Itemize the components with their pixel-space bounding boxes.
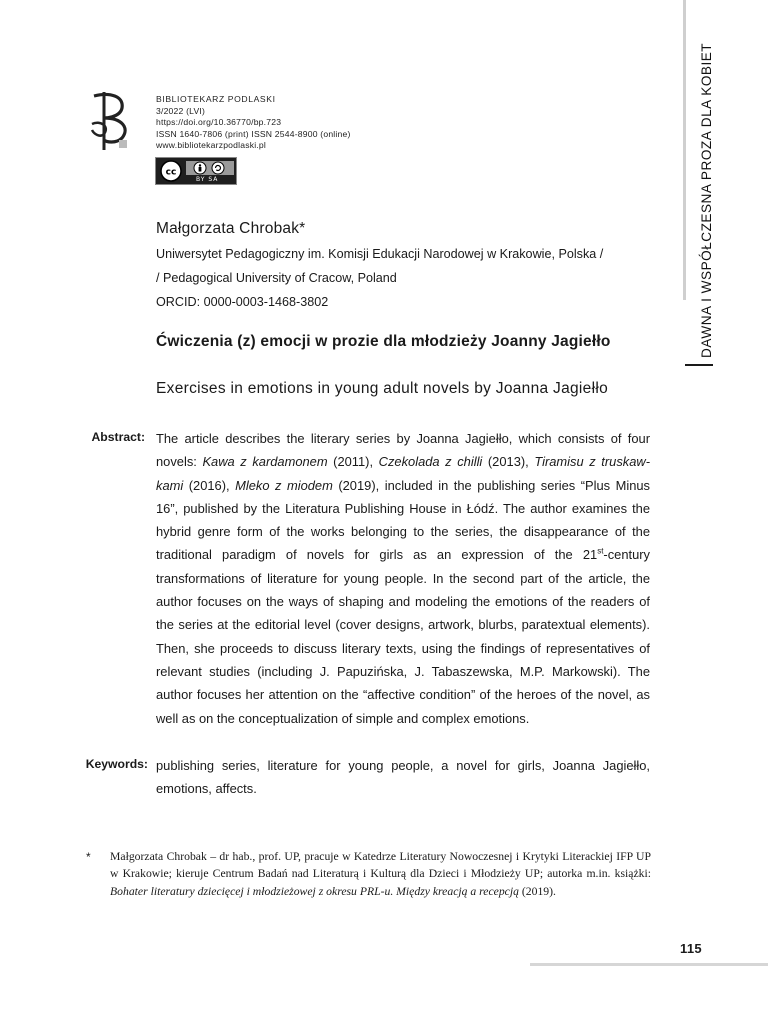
book-title: Kawa z kardamonem [202, 454, 328, 470]
abstract-label: Abstract: [91, 430, 145, 444]
journal-logo [88, 90, 134, 154]
keywords-text: publishing series, literature for young people, a novel for girls, Joanna Jagiełło, emotions, affects. [156, 758, 650, 797]
page-number: 115 [680, 941, 702, 956]
orcid[interactable]: ORCID: 0000-0003-1468-3802 [156, 295, 329, 309]
affiliation-pl: Uniwersytet Pedagogiczny im. Komisji Edukacji Narodowej w Krakowie, Polska / [156, 247, 604, 261]
book-title: Tiramisu z truskawkami [156, 454, 650, 493]
abstract-text: The article describes the literary series by Joanna Jagiełło, which consists of four novels: Kawa z kardamonem (2011), Czekolada z chilli (2013), Tiramisu z truskawkami (2016), Mleko z miodem (2019), included in the publishing series “Plus Minus 16”, published by the Literatura Publishing House in Łódź. The author examines the hybrid genre form of the works belonging to the series, the disappearance of the traditional paradigm of novels for girls as an expression of the 21st-century transformations of literature for young people. In the second part of the article, the author focuses on the ways of shaping and modeling the emotions of the readers of the series at the editorial level (cover designs, artwork, blurbs, paratextual elements). Then, she proceeds to discuss literary texts, using the findings of representatives of relevant studies (including J. Papuzińska, J. Tabaszewska, M.P. Markowski). The author focuses her attention on the “affective condition” of the heroes of the novel, as well as on the conceptualization of simple and complex emotions. [156, 431, 650, 726]
affiliation-en: / Pedagogical University of Cracow, Poland [156, 271, 397, 285]
book-title: Czekolada z chilli [378, 454, 483, 470]
page-number-rule [530, 963, 768, 966]
article-title-en: Exercises in emotions in young adult novels by Joanna Jagiełło [156, 380, 608, 397]
journal-name: BIBLIOTEKARZ PODLASKI [156, 94, 276, 104]
footnote-text: Małgorzata Chrobak – dr hab., prof. UP, pracuje w Katedrze Literatury Nowoczesnej i Krytyki Literackiej IFP UP w Krakowie; kieruje Centrum Badań nad Literaturą i Kulturą dla Dzieci i Młodzieży UP; autorka m.in. książki: Bohater literatury dziecięcej i młodzieżowej z okresu PRL-u. Między kreacją a recepcją (2019). [110, 850, 651, 898]
journal-issn: ISSN 1640-7806 (print) ISSN 2544-8900 (online) [156, 128, 351, 139]
article-title-pl: Ćwiczenia (z) emocji w prozie dla młodzieży Joanny Jagiełło [156, 333, 611, 350]
journal-info [156, 94, 351, 152]
journal-doi[interactable]: https://doi.org/10.36770/bp.723 [156, 117, 282, 128]
side-rule [683, 0, 686, 300]
footnote-book-title: Bohater literatury dziecięcej i młodzieżowej z okresu PRL-u. Między kreacją a recepcją [110, 884, 519, 898]
section-side-heading: DAWNA I WSPÓŁCZESNA PROZA DLA KOBIET [699, 42, 714, 358]
journal-website[interactable]: www.bibliotekarzpodlaski.pl [156, 140, 267, 151]
side-heading-tick [685, 364, 713, 366]
author-block [156, 218, 603, 314]
author-name: Małgorzata Chrobak* [156, 220, 306, 237]
keywords-label: Keywords: [85, 757, 148, 771]
book-title: Mleko z miodem [235, 477, 333, 493]
svg-text:cc: cc [165, 167, 177, 178]
cc-license-badge [155, 157, 237, 185]
journal-issue: 3/2022 (LVI) [156, 105, 206, 116]
footnote-mark: * [86, 850, 91, 864]
license-label: BY SA [196, 176, 219, 183]
